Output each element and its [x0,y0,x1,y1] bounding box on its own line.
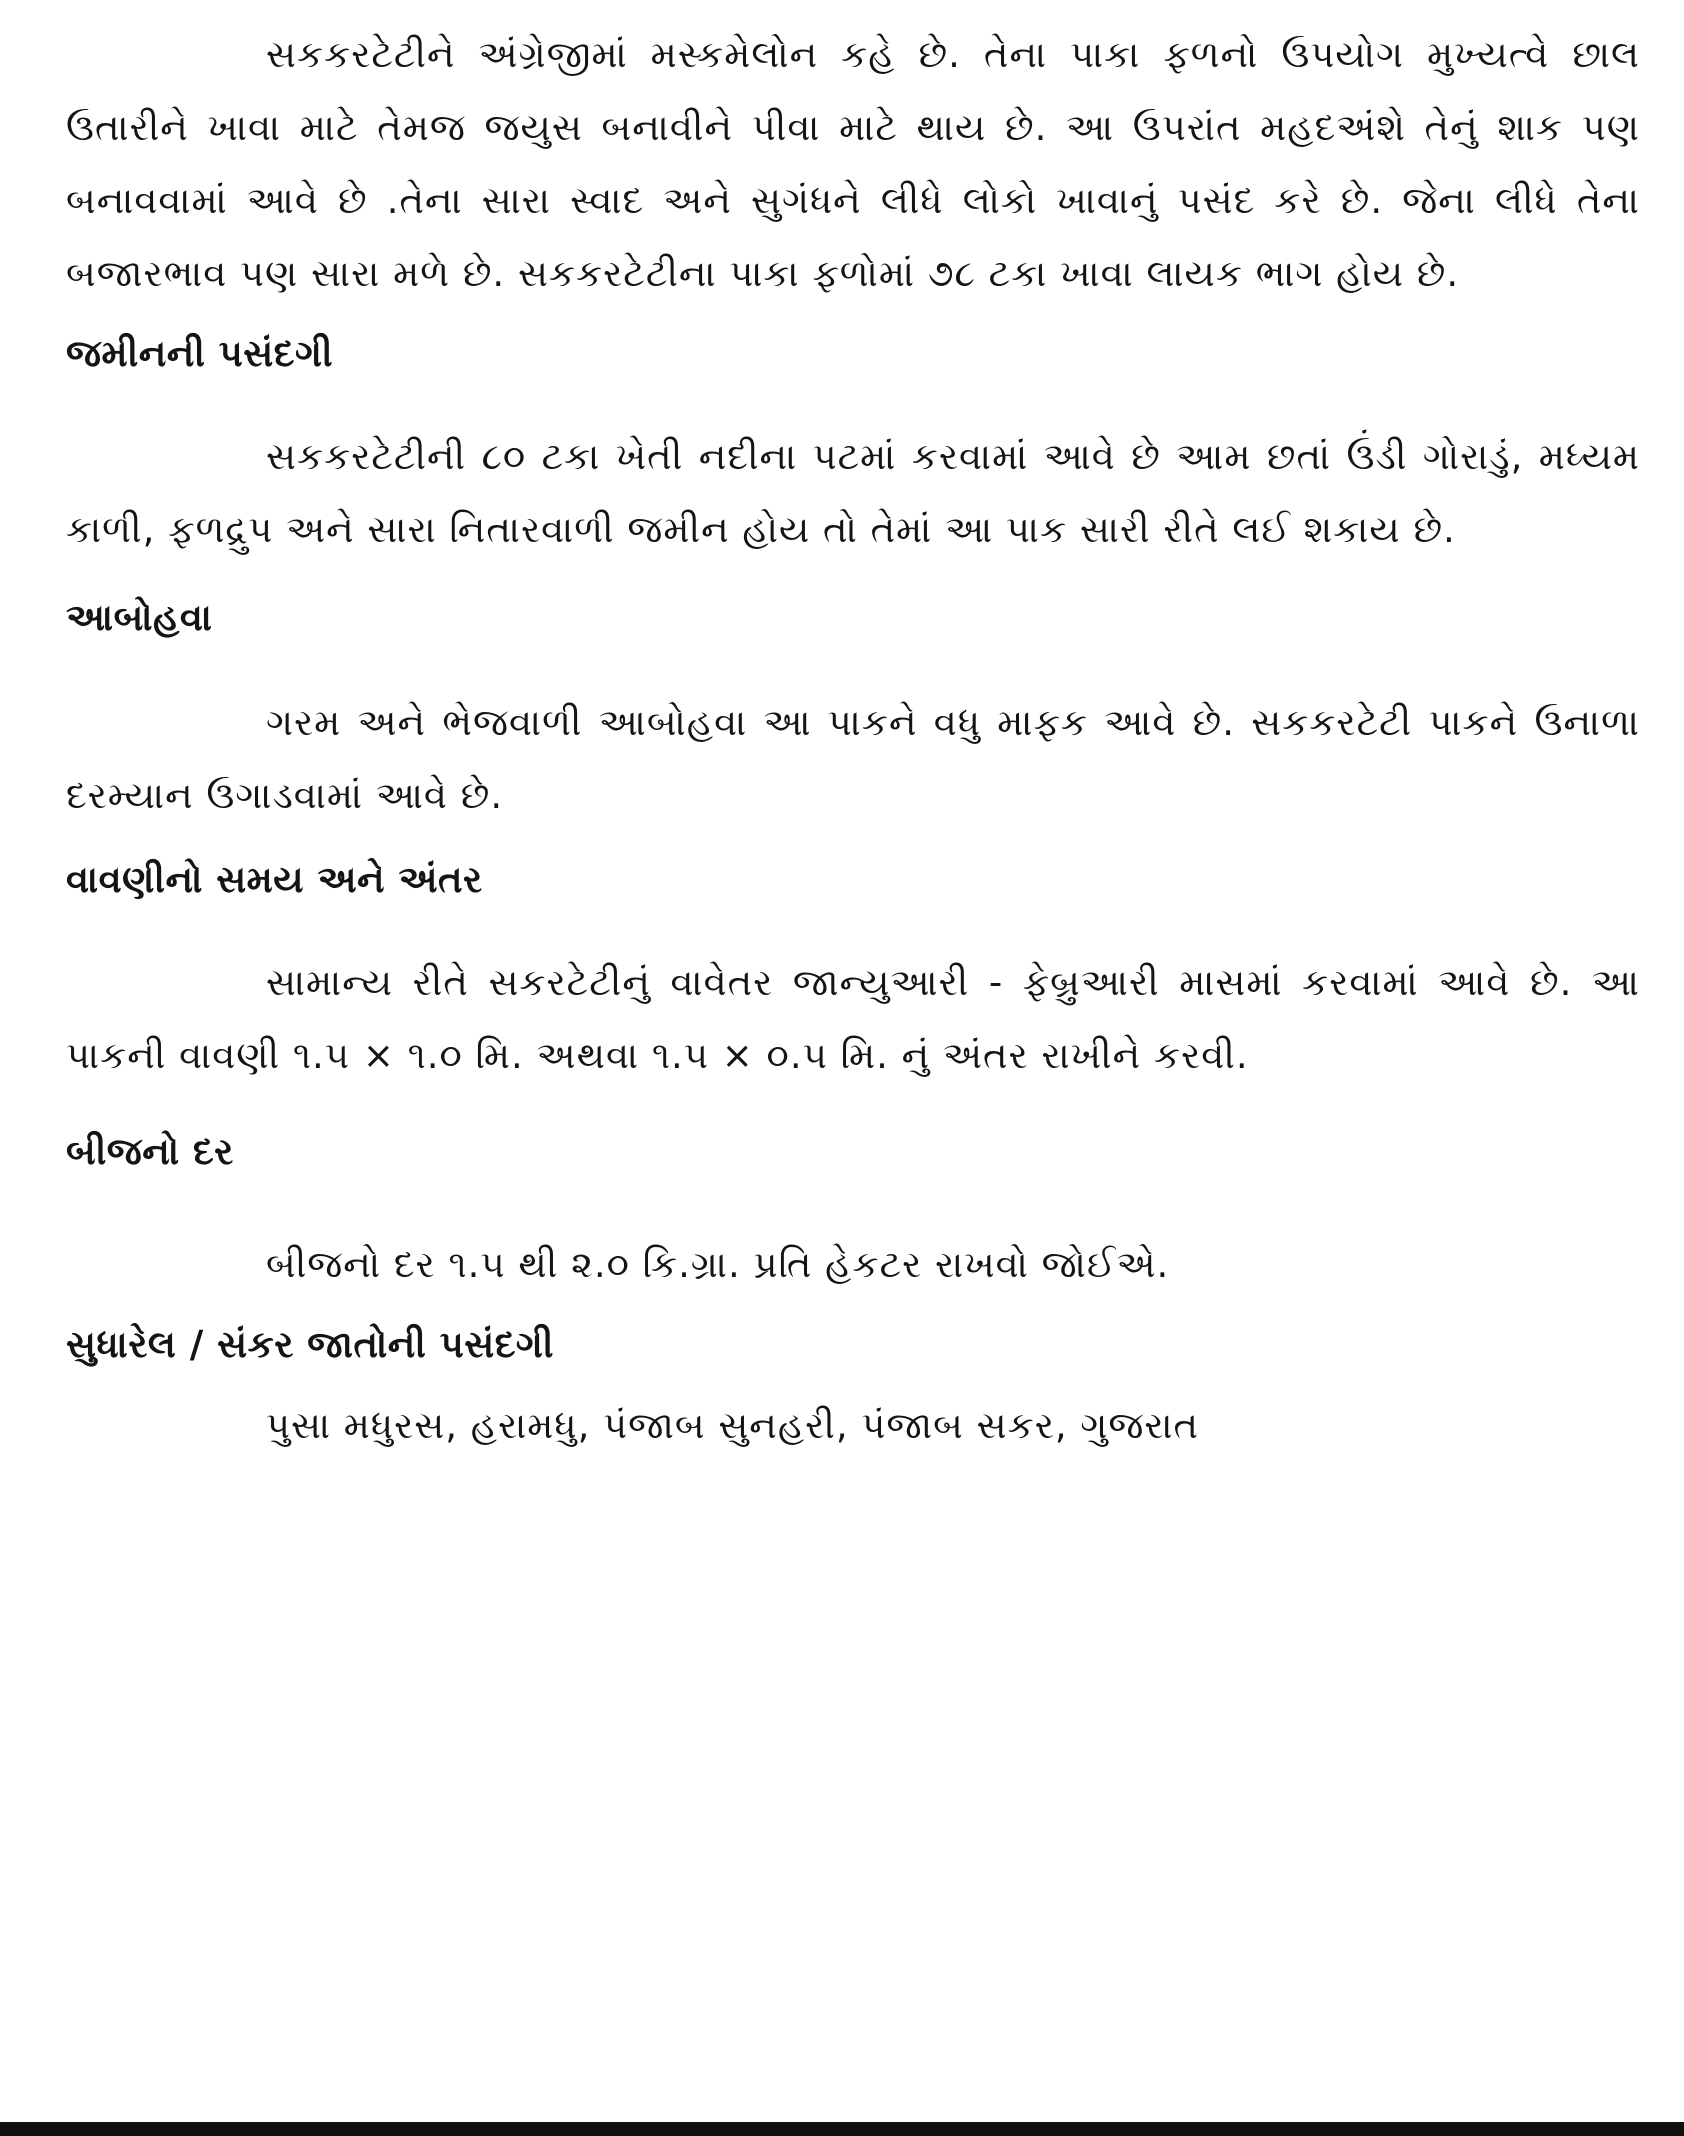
sowing-time-paragraph: સામાન્ય રીતે સકરટેટીનું વાવેતર જાન્યુઆરી - ફેબ્રુઆરી માસમાં કરવામાં આવે છે. આ પાકની વાવણી ૧.૫ × ૧.૦ મિ. અથવા ૧.૫ × ૦.૫ મિ. નું અંતર રાખીને કરવી. [66,961,1640,1077]
seed-rate-heading: બીજનો દર [66,1130,234,1173]
climate-heading: આબોહવા [66,596,213,639]
land-selection-heading: જમીનની પસંદગી [66,332,334,375]
varieties-paragraph: પુસા મધુરસ, હરામધુ, પંજાબ સુનહરી, પંજાબ સકર, ગુજરાત [266,1404,1200,1447]
land-selection-paragraph: સકકરટેટીની ૮૦ ટકા ખેતી નદીના પટમાં કરવામાં આવે છે આમ છતાં ઉંડી ગોરાડું, મધ્યમ કાળી, ફળદ્રુપ અને સારા નિતારવાળી જમીન હોય તો તેમાં આ પાક સારી રીતે લઈ શકાય છે. [66,435,1640,551]
climate-paragraph: ગરમ અને ભેજવાળી આબોહવા આ પાકને વધુ માફક આવે છે. સકકરટેટી પાકને ઉનાળા દરમ્યાન ઉગાડવામાં આવે છે. [66,701,1640,817]
intro-paragraph: સકકરટેટીને અંગ્રેજીમાં મસ્કમેલોન કહે છે. તેના પાકા ફળનો ઉપયોગ મુખ્યત્વે છાલ ઉતારીને ખાવા માટે તેમજ જયુસ બનાવીને પીવા માટે થાય છે. આ ઉપરાંત મહદઅંશે તેનું શાક પણ બનાવવામાં આવે છે .તેના સારા સ્વાદ અને સુગંધને લીધે લોકો ખાવાનું પસંદ કરે છે. જેના લીધે તેના બજારભાવ પણ સારા મળે છે. સકકરટેટીના પાકા ફળોમાં ૭૮ ટકા ખાવા લાયક ભાગ હોય છે. [66,33,1640,295]
page-bottom-edge [0,2122,1684,2136]
varieties-heading: સુધારેલ / સંકર જાતોની પસંદગી [66,1323,555,1366]
seed-rate-paragraph: બીજનો દર ૧.૫ થી ૨.૦ કિ.ગ્રા. પ્રતિ હેકટર રાખવો જોઈએ. [266,1243,1170,1286]
sowing-time-heading: વાવણીનો સમય અને અંતર [66,858,483,901]
